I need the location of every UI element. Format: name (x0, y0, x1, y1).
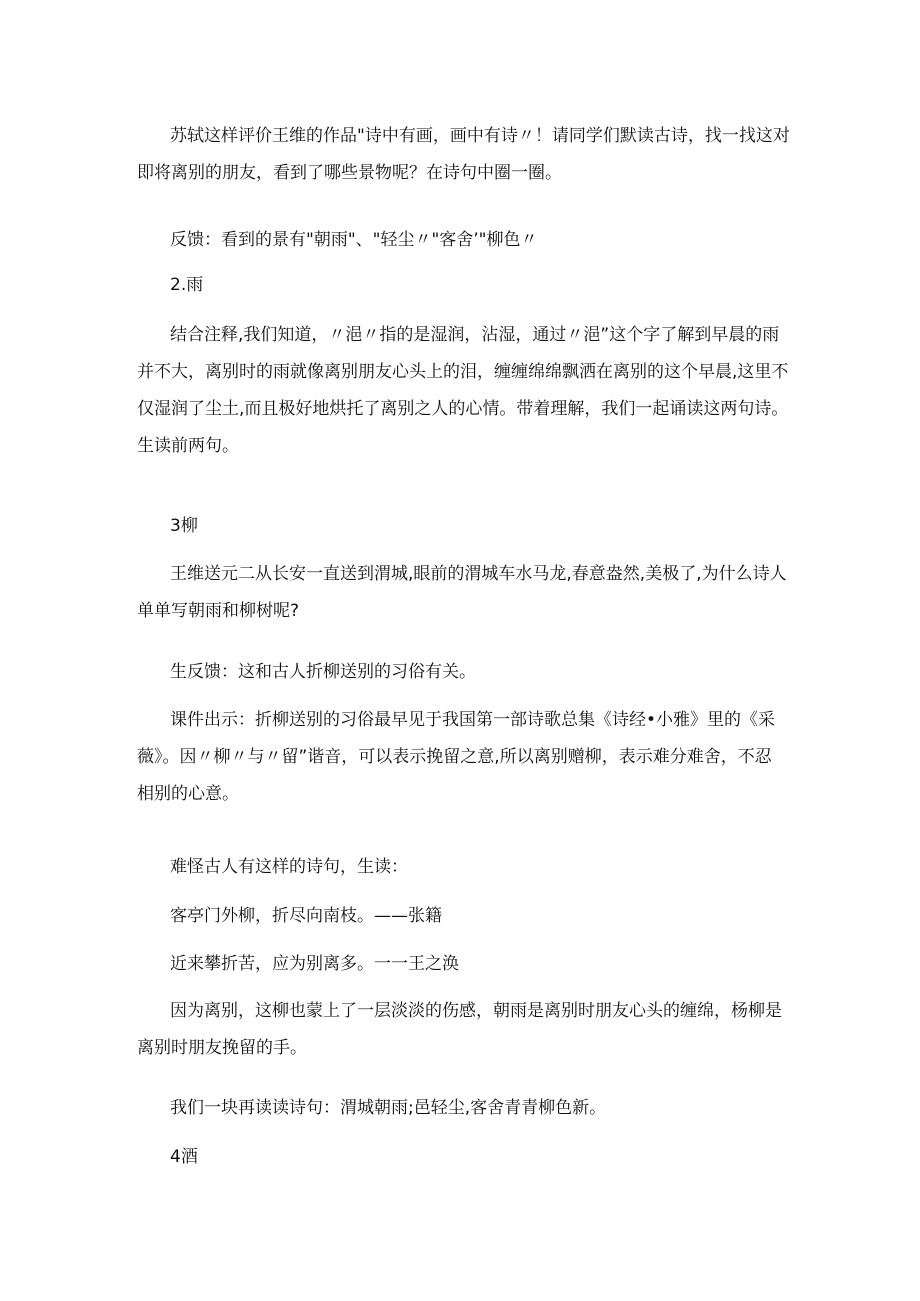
paragraph-willow-sorrow (0, 993, 920, 1067)
text-line: 王维送元二从长安一直送到渭城,眼前的渭城车水马龙,春意盎然,美极了,为什么诗人 (170, 564, 787, 584)
poem-line-wangzhihuan (0, 946, 920, 983)
paragraph-feedback (0, 222, 920, 259)
text-line: 客亭门外柳，折尽向南枝。——张籍 (170, 906, 442, 926)
section-heading-willow (0, 508, 920, 545)
section-heading: 2.雨 (170, 275, 204, 295)
paragraph-read-again (0, 1090, 920, 1127)
text-line: 仅湿润了尘土,而且极好地烘托了离别之人的心情。带着理解，我们一起诵读这两句诗。 (137, 399, 789, 419)
text-line: 难怪古人有这样的诗句，生读： (170, 857, 408, 877)
paragraph-intro (0, 118, 920, 192)
paragraph-poem-intro (0, 849, 920, 886)
text-line: 即将离别的朋友，看到了哪些景物呢？在诗句中圈一圈。 (137, 163, 562, 183)
text-line: 结合注释,我们知道，〃浥〃指的是湿润，沾湿，通过〃浥”这个字了解到早晨的雨 (170, 325, 780, 345)
section-heading: 3柳 (170, 516, 198, 536)
text-line: 相别的心意。 (137, 784, 239, 804)
text-line: 并不大，离别时的雨就像离别朋友心头上的泪，缠缠绵绵飘洒在离别的这个早晨,这里不 (137, 362, 789, 382)
text-line: 生反馈：这和古人折柳送别的习俗有关。 (170, 662, 476, 682)
section-heading-rain (0, 267, 920, 304)
text-line: 反馈：看到的景有"朝雨"、"轻尘〃"客舍’"柳色〃 (170, 230, 538, 250)
section-heading-wine (0, 1139, 920, 1176)
text-line: 我们一块再读读诗句：渭城朝雨;邑轻尘,客舍青青柳色新。 (170, 1098, 607, 1118)
text-line: 单单写朝雨和柳树呢? (137, 601, 300, 621)
text-line: 离别时朋友挽留的手。 (137, 1038, 307, 1058)
paragraph-rain (0, 317, 920, 465)
text-line: 因为离别，这柳也蒙上了一层淡淡的伤感，朝雨是离别时朋友心头的缠绵，杨柳是 (170, 1001, 782, 1021)
poem-line-zhangji (0, 898, 920, 935)
text-line: 近来攀折苦，应为别离多。一一王之涣 (170, 954, 459, 974)
paragraph-willow-question (0, 556, 920, 630)
text-line: 生读前两句。 (137, 436, 239, 456)
text-line: 薇》。因〃柳〃与〃留”谐音，可以表示挽留之意,所以离别赠柳，表示难分难舍，不忍 (137, 747, 772, 767)
section-heading: 4酒 (170, 1147, 198, 1167)
text-line: 苏轼这样评价王维的作品"诗中有画，画中有诗〃！请同学们默读古诗，找一找这对 (170, 126, 790, 146)
paragraph-student-feedback (0, 654, 920, 691)
text-line: 课件出示：折柳送别的习俗最早见于我国第一部诗歌总集《诗经•小雅》里的《采 (170, 710, 776, 730)
paragraph-courseware (0, 702, 920, 813)
